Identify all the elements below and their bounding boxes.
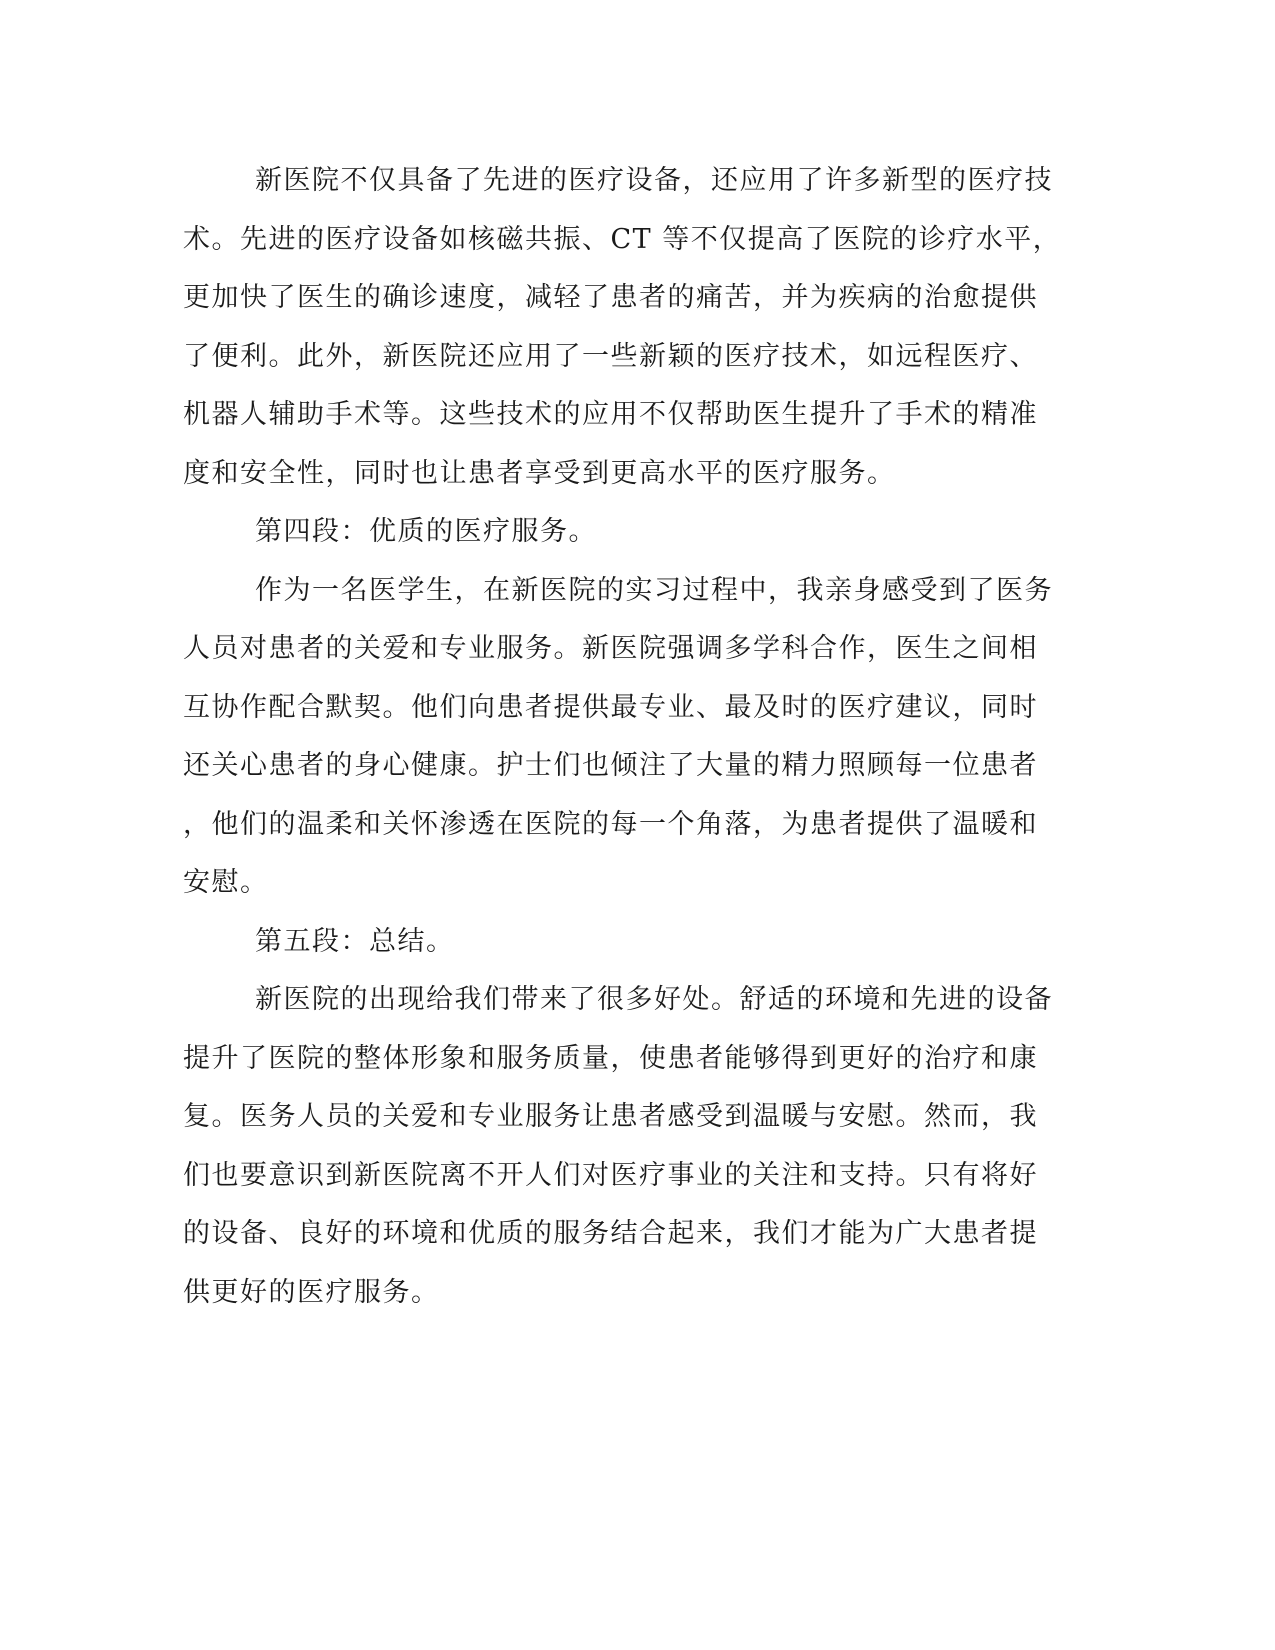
paragraph-line: 作为一名医学生，在新医院的实习过程中，我亲身感受到了医务	[255, 574, 1053, 606]
paragraph-line: ，他们的温柔和关怀渗透在医院的每一个角落，为患者提供了温暖和	[183, 808, 1038, 840]
paragraph-line: 提升了医院的整体形象和服务质量，使患者能够得到更好的治疗和康	[183, 1042, 1038, 1074]
paragraph-line: 还关心患者的身心健康。护士们也倾注了大量的精力照顾每一位患者	[183, 750, 1038, 781]
paragraph-line: 复。医务人员的关爱和专业服务让患者感受到温暖与安慰。然而，我	[183, 1101, 1038, 1132]
paragraph-line: 人员对患者的关爱和专业服务。新医院强调多学科合作，医生之间相	[183, 633, 1038, 664]
paragraph-line: 术。先进的医疗设备如核磁共振、CT 等不仅提高了医院的诊疗水平，	[183, 223, 1062, 255]
paragraph-line: 了便利。此外，新医院还应用了一些新颖的医疗技术，如远程医疗、	[183, 340, 1038, 372]
paragraph-line: 们也要意识到新医院离不开人们对医疗事业的关注和支持。只有将好	[183, 1159, 1038, 1191]
paragraph-line: 互协作配合默契。他们向患者提供最专业、最及时的医疗建议，同时	[183, 691, 1038, 723]
paragraph-line: 供更好的医疗服务。	[183, 1276, 440, 1308]
paragraph-line: 新医院的出现给我们带来了很多好处。舒适的环境和先进的设备	[255, 984, 1053, 1015]
paragraph-line: 度和安全性，同时也让患者享受到更高水平的医疗服务。	[183, 457, 896, 489]
document-body	[183, 152, 1062, 1322]
paragraph-line: 新医院不仅具备了先进的医疗设备，还应用了许多新型的医疗技	[255, 165, 1053, 196]
paragraph-line: 机器人辅助手术等。这些技术的应用不仅帮助医生提升了手术的精准	[183, 399, 1038, 430]
paragraph-line: 安慰。	[183, 867, 269, 898]
section-heading: 第四段：优质的医疗服务。	[255, 516, 597, 547]
section-heading: 第五段：总结。	[255, 925, 455, 957]
paragraph-line: 的设备、良好的环境和优质的服务结合起来，我们才能为广大患者提	[183, 1218, 1038, 1249]
paragraph-line: 更加快了医生的确诊速度，减轻了患者的痛苦，并为疾病的治愈提供	[183, 282, 1038, 313]
